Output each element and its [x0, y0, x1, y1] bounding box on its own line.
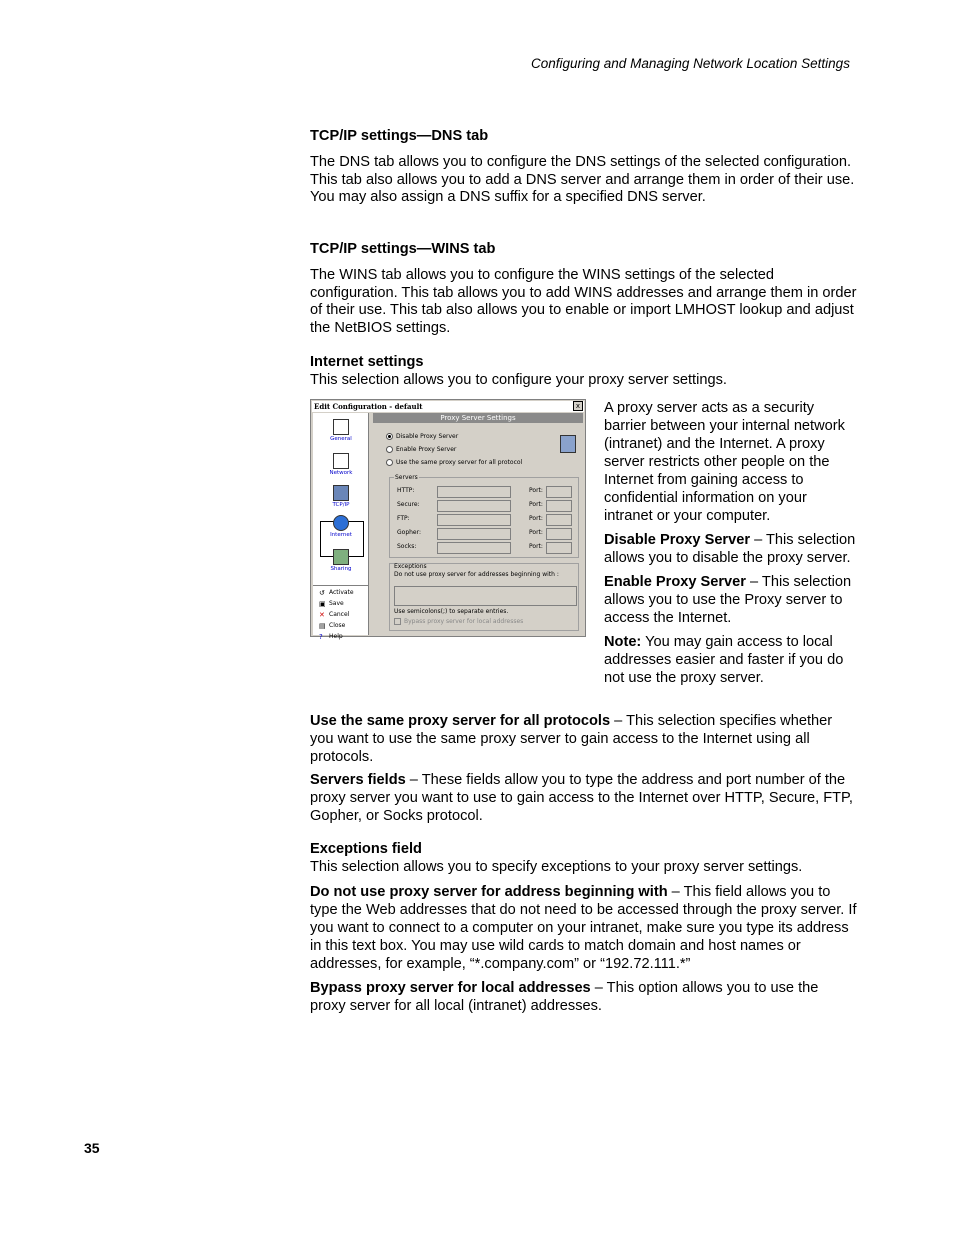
- internet-explorer-icon: [333, 515, 349, 531]
- proxy-settings-dialog-figure: [310, 399, 586, 641]
- help-icon: ?: [319, 633, 323, 641]
- radio-disable-proxy: Disable Proxy Server: [386, 433, 458, 440]
- panel-title: Proxy Server Settings: [373, 413, 583, 423]
- same-proxy-para: Use the same proxy server for all protocols – This selection specifies whether you want to use the same proxy server to gain access to the Internet using all protocols.: [310, 713, 833, 765]
- dialog-title: Edit Configuration - default: [314, 402, 423, 411]
- ftp-address-field: [437, 514, 511, 526]
- port-label: Port:: [529, 487, 543, 494]
- internet-body: This selection allows you to configure your proxy server settings.: [310, 371, 727, 388]
- servers-fields-para: Servers fields – These fields allow you to type the address and port number of the proxy server you want to use to gain access to the Internet over HTTP, Secure, FTP, Gopher, or Socks protocol.: [310, 772, 853, 824]
- port-label: Port:: [529, 515, 543, 522]
- action-help: ? Help: [319, 633, 343, 641]
- secure-address-field: [437, 500, 511, 512]
- socks-address-field: [437, 542, 511, 554]
- close-icon: ▤: [319, 622, 326, 630]
- port-label: Port:: [529, 543, 543, 550]
- action-cancel: ✕ Cancel: [319, 611, 350, 619]
- sidebar-label: General: [330, 436, 352, 442]
- radio-same-proxy: Use the same proxy server for all protocol: [386, 459, 522, 466]
- server-row-gopher: Gopher:: [397, 529, 422, 536]
- socks-port-field: [546, 542, 572, 554]
- sharing-icon: [333, 549, 349, 565]
- exceptions-label: Exceptions: [394, 563, 427, 570]
- dns-body: The DNS tab allows you to configure the DNS settings of the selected configuration. This tab also allows you to add a DNS server and arrange them in order of their use. You may also assign a DNS suffix for a specified DNS server.: [310, 153, 855, 206]
- sidebar-label: TCP/IP: [332, 502, 350, 508]
- activate-icon: ↺: [319, 589, 325, 597]
- action-activate: ↺ Activate: [319, 589, 354, 597]
- dialog-titlebar: [312, 401, 584, 412]
- network-icon: [333, 453, 349, 469]
- secure-port-field: [546, 500, 572, 512]
- bypass-checkbox: Bypass proxy server for local addresses: [394, 618, 523, 625]
- servers-group-label: Servers: [395, 474, 418, 481]
- internet-section: [310, 354, 858, 390]
- http-port-field: [546, 486, 572, 498]
- gopher-address-field: [437, 528, 511, 540]
- proxy-network-icon: [560, 435, 576, 453]
- separator-hint: Use semicolons(;) to separate entries.: [394, 608, 509, 615]
- disable-proxy-para: Disable Proxy Server – This selection allows you to disable the proxy server.: [604, 532, 856, 566]
- proxy-intro: A proxy server acts as a security barrier between your internal network (intranet) and the Internet. A proxy server restricts other people on the Internet from gaining access to confidential information on your intranet or your computer.: [604, 400, 845, 524]
- note-para: Note: You may gain access to local addresses easier and faster if you do not use the proxy server.: [604, 634, 844, 686]
- checkbox-icon: [394, 618, 401, 625]
- radio-enable-proxy: Enable Proxy Server: [386, 446, 456, 453]
- gopher-port-field: [546, 528, 572, 540]
- page-number: 35: [84, 1140, 100, 1156]
- port-label: Port:: [529, 501, 543, 508]
- tcpip-icon: [333, 485, 349, 501]
- server-row-socks: Socks:: [397, 543, 417, 550]
- action-close: ▤ Close: [319, 622, 346, 630]
- sidebar-label: Internet: [330, 532, 352, 538]
- ftp-port-field: [546, 514, 572, 526]
- server-row-ftp: FTP:: [397, 515, 410, 522]
- bypass-para: Bypass proxy server for local addresses – This option allows you to use the proxy server for all local (intranet) addresses.: [310, 980, 819, 1015]
- dialog-actions: [313, 585, 368, 641]
- proxy-description-column: [604, 399, 856, 687]
- sidebar-item-internet: [319, 515, 363, 538]
- dialog-sidebar: [313, 413, 369, 641]
- general-icon: [333, 419, 349, 435]
- sidebar-item-network: [319, 453, 363, 476]
- internet-heading: Internet settings: [310, 354, 424, 370]
- do-not-use-para: Do not use proxy server for address beginning with – This field allows you to type the Web addresses that do not need to be accessed through the proxy server. If you want to connect to a computer on your intranet, make sure you type its address in this text box. You may use wild cards to match domain and host names or addresses, for example, “*.company.com” or “192.72.111.*”: [310, 884, 857, 972]
- cancel-icon: ✕: [319, 611, 325, 619]
- action-save: ▣ Save: [319, 600, 344, 608]
- exceptions-text: Do not use proxy server for addresses beginning with :: [394, 571, 559, 578]
- enable-proxy-para: Enable Proxy Server – This selection allows you to use the Proxy server to access the Internet.: [604, 574, 852, 626]
- wins-section: [310, 241, 858, 338]
- exceptions-heading: Exceptions field: [310, 840, 422, 857]
- sidebar-item-sharing: [319, 549, 363, 572]
- running-header: Configuring and Managing Network Location Settings: [531, 56, 850, 71]
- lower-sections: [310, 713, 858, 1016]
- http-address-field: [437, 486, 511, 498]
- exceptions-body: This selection allows you to specify exceptions to your proxy server settings.: [310, 858, 803, 875]
- sidebar-item-tcpip: [319, 485, 363, 508]
- sidebar-label: Sharing: [330, 566, 352, 572]
- save-icon: ▣: [319, 600, 326, 608]
- server-row-secure: Secure:: [397, 501, 420, 508]
- dns-heading: TCP/IP settings—DNS tab: [310, 128, 489, 144]
- wins-body: The WINS tab allows you to configure the WINS settings of the selected configuration. This tab allows you to add WINS addresses and arrange them in order of their use. This tab also allows you to enable or import LMHOST lookup and adjust the NetBIOS settings.: [310, 266, 857, 337]
- sidebar-item-general: [319, 419, 363, 442]
- port-label: Port:: [529, 529, 543, 536]
- server-row-http: HTTP:: [397, 487, 415, 494]
- wins-heading: TCP/IP settings—WINS tab: [310, 241, 496, 257]
- exceptions-field: [394, 586, 577, 606]
- dns-section: [310, 128, 858, 207]
- sidebar-label: Network: [329, 470, 353, 476]
- dialog-close-icon: x: [573, 401, 583, 411]
